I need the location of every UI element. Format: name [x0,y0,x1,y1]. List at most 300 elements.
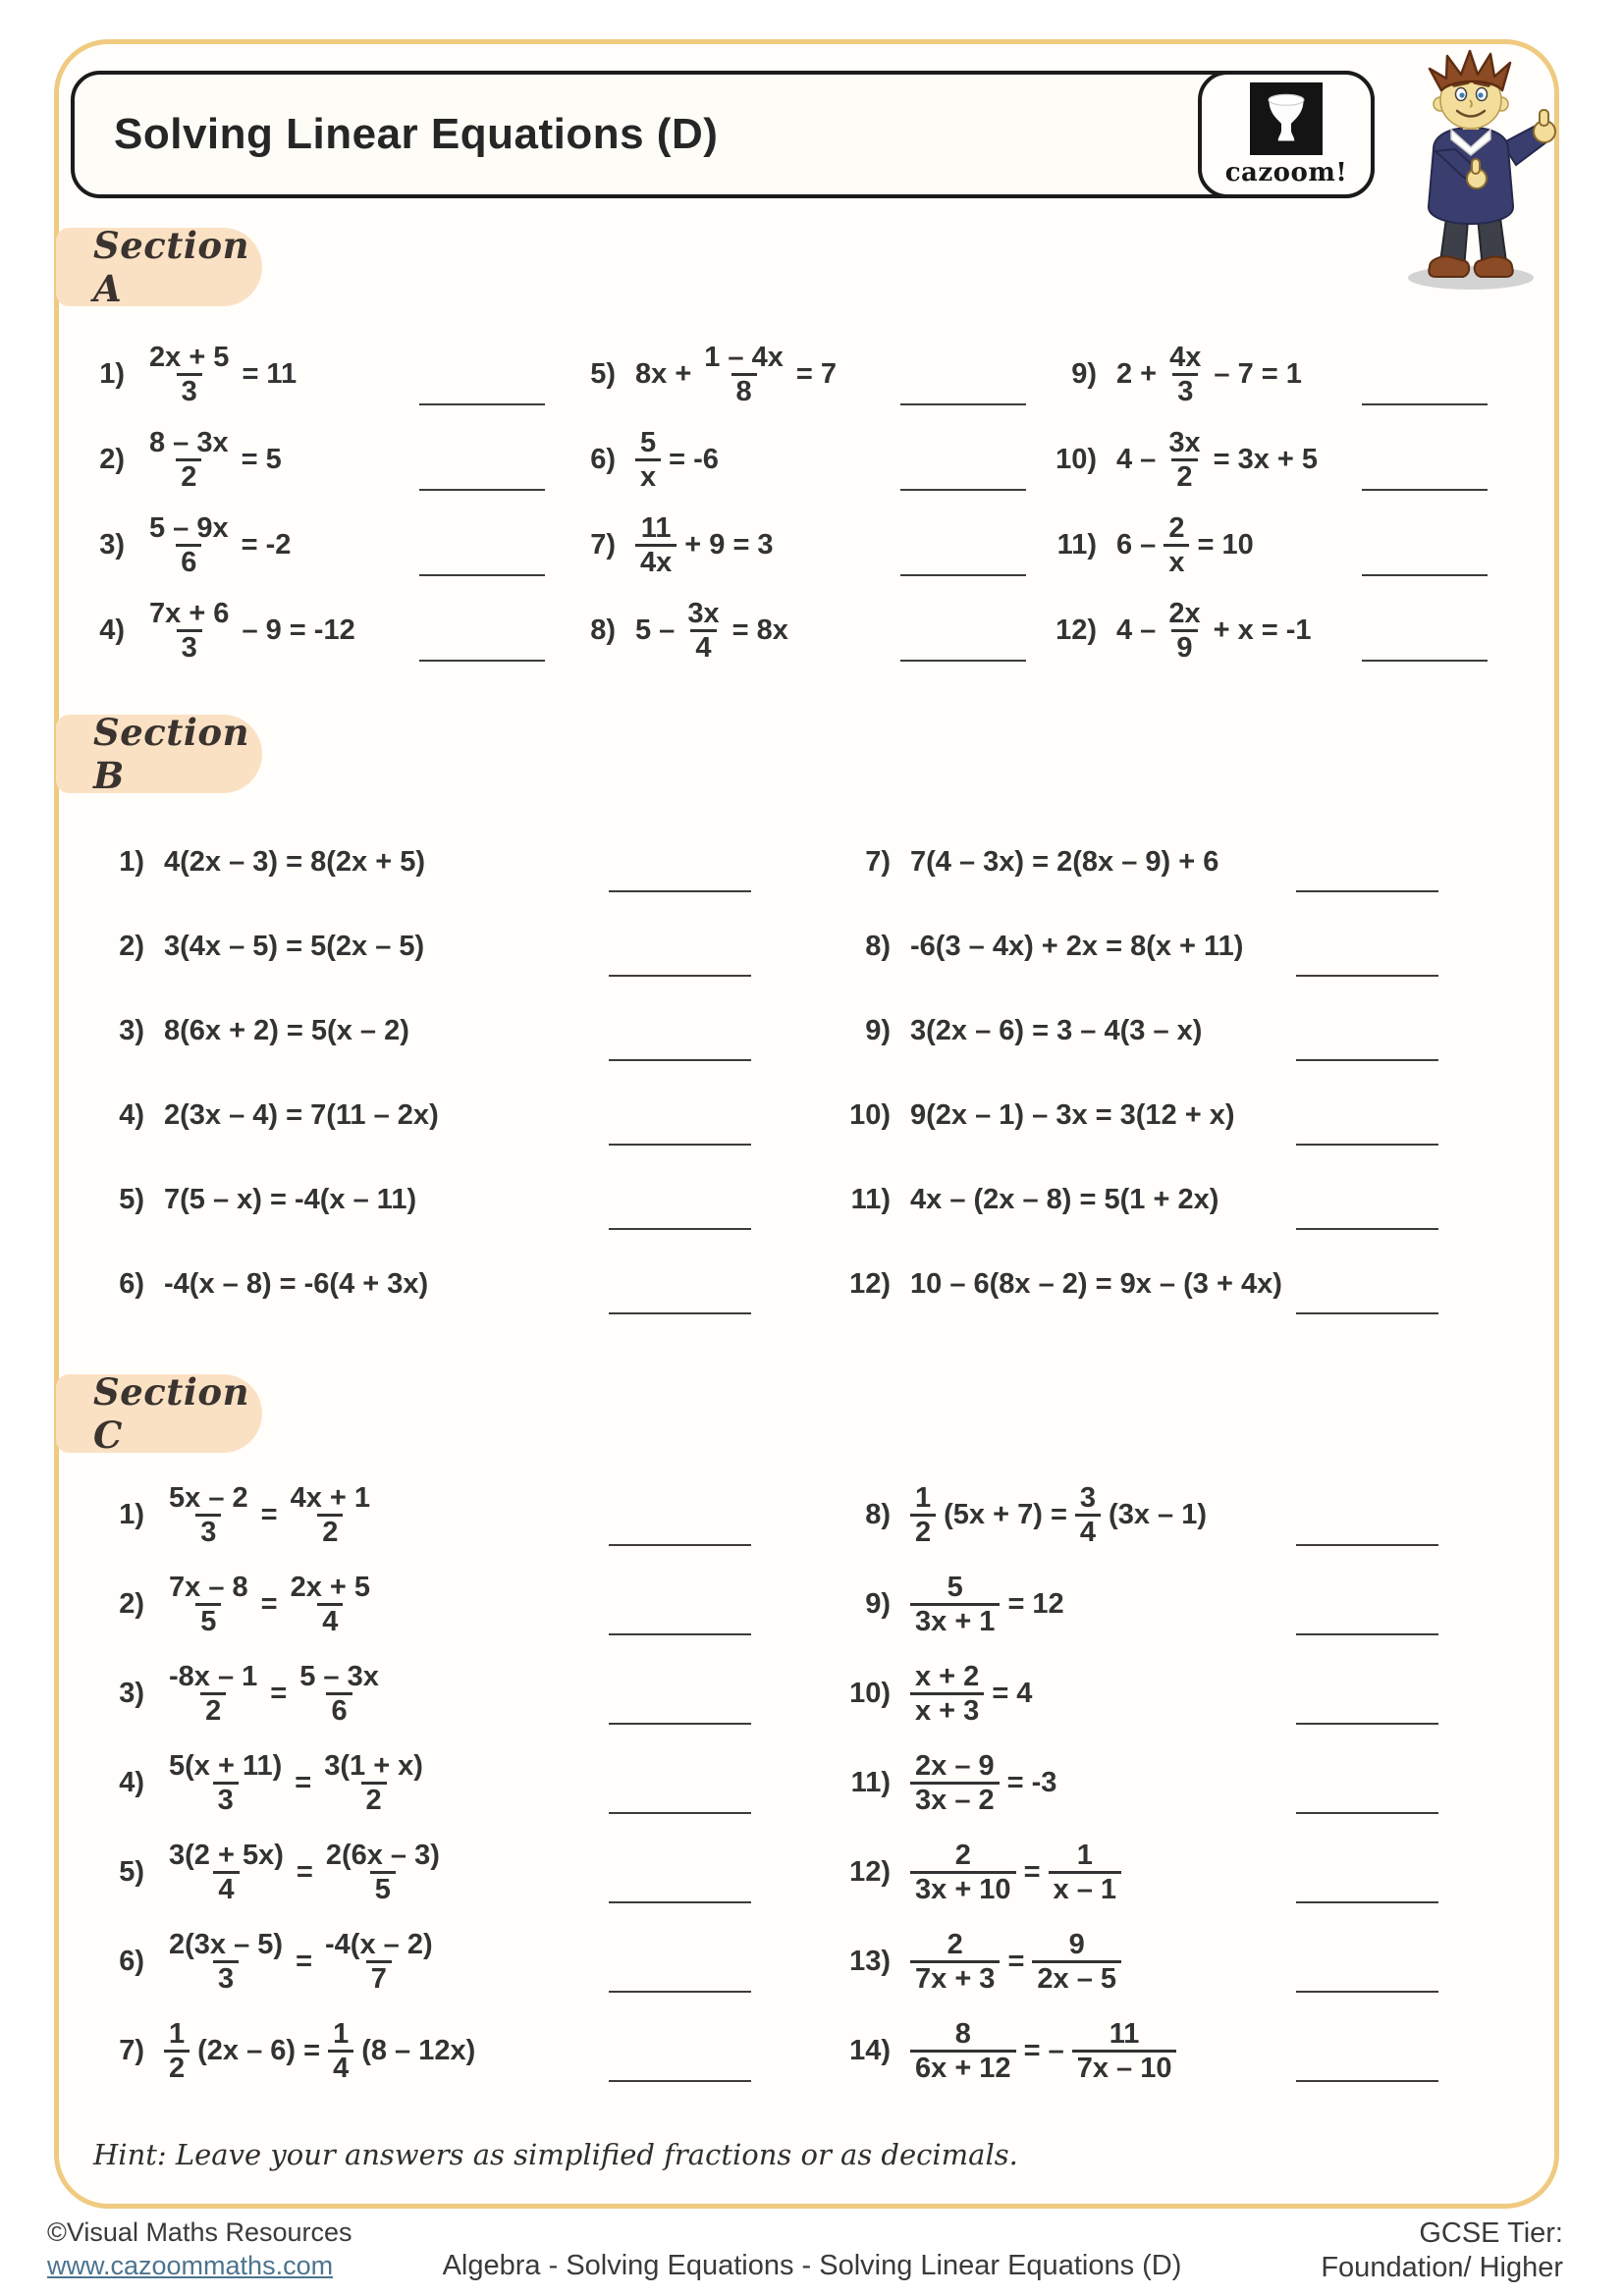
fraction [910,2018,1016,2085]
answer-line[interactable] [1296,1723,1438,1725]
answer-line[interactable] [419,489,545,491]
answer-line[interactable] [609,1723,751,1725]
answer-line[interactable] [419,574,545,576]
fraction [164,1750,287,1817]
problem-number: 14) [849,2035,891,2066]
equation [160,1015,413,1047]
fraction-denominator: 2 [910,1514,936,1548]
equation [906,1929,1125,1996]
equation-text: = [295,1767,312,1798]
equation-text: = [1023,1856,1041,1888]
fraction-denominator: 2 [200,1692,226,1727]
equation [140,427,286,494]
fraction-numerator: 2x [1168,597,1201,629]
problem-row [820,2018,1507,2085]
fraction-numerator: 2(6x – 3) [325,1839,440,1871]
problem-number: 7) [590,529,616,561]
problem-number: 3) [119,1014,144,1046]
answer-line[interactable] [1296,1544,1438,1546]
fraction-numerator: 2 [947,1928,963,1960]
equation-text: 10 – 6(8x – 2) = 9x – (3 + 4x) [910,1267,1282,1300]
fraction [682,598,724,665]
problem-row [565,598,1046,665]
answer-line[interactable] [1296,2080,1438,2082]
equation-text: = 12 [1007,1588,1064,1620]
answer-line[interactable] [1296,1144,1438,1146]
fraction-denominator: 2 [176,458,201,493]
fraction-numerator: 5 – 3x [299,1660,379,1692]
equation-text: + 9 = 3 [684,529,774,561]
answer-line[interactable] [1296,1633,1438,1635]
equation-text: = 3x + 5 [1213,444,1319,475]
fraction-denominator: 4x [635,544,677,578]
problem-row [74,1482,820,1549]
equation [906,1184,1222,1216]
equation-text: = [1007,1946,1025,1977]
problem-row [1046,512,1507,579]
fraction [699,342,788,408]
answer-line[interactable] [1296,1059,1438,1061]
answer-line[interactable] [1296,975,1438,977]
fraction-denominator: 3 [213,1960,239,1995]
website-link[interactable]: www.cazoommaths.com [47,2250,334,2280]
fraction-numerator: 11 [1109,2017,1140,2050]
fraction [910,1482,936,1549]
problem-row [74,2018,820,2085]
problem-number: 9) [865,1588,891,1620]
title-box [71,71,1375,198]
answer-line[interactable] [900,489,1026,491]
fraction [144,512,234,579]
equation [906,846,1222,879]
fraction-numerator: 11 [640,511,672,544]
problem-row [1046,598,1507,665]
fraction [1164,342,1206,408]
problem-row [820,1929,1507,1996]
equation [160,1184,420,1216]
equation-text: 6 – [1116,529,1157,561]
fraction-denominator: x [635,458,661,493]
equation-text: 5 – [635,614,676,646]
fraction-denominator: 4 [690,629,716,664]
problem-number: 4) [119,1767,144,1798]
footer-breadcrumb: Algebra - Solving Equations - Solving Linear Equations (D) [442,2250,1182,2281]
answer-line[interactable] [1362,489,1488,491]
equation-text: = -6 [669,444,719,475]
answer-line[interactable] [1296,1228,1438,1230]
section-b-problems [74,820,1507,1326]
equation [1112,342,1306,408]
fraction [910,1572,1000,1638]
equation [160,1661,388,1728]
problem-row [74,931,820,963]
problem-number: 2) [119,1588,144,1620]
problem-row [820,1015,1507,1047]
equation-text: = -2 [241,529,292,561]
fraction-denominator: x + 3 [910,1692,984,1727]
fraction-denominator: 3 [213,1782,239,1816]
fraction-denominator: 7x + 3 [910,1960,1000,1995]
equation-text: 3(4x – 5) = 5(2x – 5) [164,930,425,962]
fraction-numerator: 5 [947,1571,963,1603]
fraction-denominator: 3x – 2 [910,1782,1000,1816]
answer-line[interactable] [1296,1312,1438,1314]
problem-row [820,846,1507,879]
problem-row [74,1929,820,1996]
answer-line[interactable] [609,1544,751,1546]
problem-row [565,512,1046,579]
gcse-tier-value: Foundation/ Higher [1321,2251,1563,2283]
fraction [164,1482,253,1549]
fraction-denominator: 2 [1171,458,1197,493]
fraction [328,2018,353,2085]
fraction-denominator: x [1164,544,1189,578]
problem-number: 6) [119,1267,144,1300]
fraction-denominator: 3x + 1 [910,1603,1000,1637]
section-a-problems [74,332,1507,673]
fraction-denominator: 3 [177,373,202,407]
problem-row [74,1572,820,1638]
fraction-numerator: 3 [1079,1481,1097,1514]
fraction [144,342,234,408]
fraction [1164,427,1205,494]
equation-text: = [270,1678,288,1709]
fraction [321,1840,445,1906]
problem-number: 10) [1056,444,1097,475]
fraction-denominator: 2 [361,1782,387,1816]
fraction [910,1750,1000,1817]
footer-left [47,2216,352,2283]
equation-text: = -3 [1006,1767,1057,1798]
equation-text: 8(6x + 2) = 5(x – 2) [164,1014,409,1046]
fraction-numerator: 3(2 + 5x) [169,1839,284,1871]
equation-text: – 7 = 1 [1214,358,1302,390]
problem-number: 11) [850,1767,891,1798]
fraction-numerator: 3(1 + x) [324,1749,423,1782]
fraction-denominator: 6x + 12 [910,2050,1016,2084]
problem-row [74,1750,820,1817]
answer-line[interactable] [609,1059,751,1061]
answer-line[interactable] [900,403,1026,405]
equation [140,342,300,408]
fraction-numerator: 2(3x – 5) [169,1928,284,1960]
problem-row [565,427,1046,494]
equation [631,342,840,408]
problem-row [820,1482,1507,1549]
problem-row [1046,427,1507,494]
fraction-numerator: 1 [333,2017,350,2050]
problem-row [820,1099,1507,1132]
equation [906,1268,1286,1301]
problem-number: 4) [119,1098,144,1131]
problem-number: 12) [849,1267,891,1300]
answer-line[interactable] [1296,1812,1438,1814]
answer-line[interactable] [609,1633,751,1635]
answer-line[interactable] [419,660,545,662]
section-b-label: Section B [93,711,250,797]
fraction-numerator: 2x + 5 [149,341,230,373]
fraction-numerator: 5(x + 11) [169,1749,283,1782]
equation-text: = 10 [1197,529,1254,561]
answer-line[interactable] [609,2080,751,2082]
equation-text: 4 – [1116,614,1157,646]
equation-text: = – [1023,2035,1064,2066]
equation [906,1482,1211,1549]
problem-number: 2) [99,444,125,475]
equation [1112,512,1258,579]
equation [906,1661,1036,1728]
fraction-numerator: 5 [640,426,657,458]
fraction-numerator: 3x [1168,426,1201,458]
fraction [164,1661,262,1728]
problem-number: 3) [119,1678,144,1709]
fraction-numerator: 1 [1076,1839,1093,1871]
equation [140,598,359,665]
fraction-numerator: 1 [915,1481,932,1514]
equation [160,1840,449,1906]
equation-text: – 9 = -12 [242,614,355,646]
problem-row [74,1268,820,1301]
answer-line[interactable] [609,1228,751,1230]
equation-text: 9(2x – 1) – 3x = 3(12 + x) [910,1098,1235,1131]
problem-number: 8) [865,1499,891,1530]
fraction [1072,2018,1177,2085]
problem-number: 9) [865,1014,891,1046]
problem-number: 6) [119,1946,144,1977]
equation [906,1572,1068,1638]
fraction-denominator: 6 [326,1692,352,1727]
drum-icon [1250,82,1323,155]
answer-line[interactable] [1296,1991,1438,1993]
problem-number: 5) [590,358,616,390]
equation-text: 7(5 – x) = -4(x – 11) [164,1183,417,1215]
problem-number: 4) [99,614,125,646]
problem-number: 2) [119,930,144,962]
problem-number: 7) [119,2035,144,2066]
problem-number: 10) [849,1678,891,1709]
equation-text: 4 – [1116,444,1157,475]
fraction [1032,1929,1121,1996]
section-c-problems [74,1470,1507,2096]
gcse-tier-label: GCSE Tier: [1419,2217,1563,2249]
section-a-label: Section A [93,224,250,310]
fraction-numerator: 1 – 4x [704,341,784,373]
problem-row [74,342,565,408]
equation [160,846,429,879]
equation-text: = [296,1856,313,1888]
equation [631,512,778,579]
mascot-character [1373,49,1569,294]
fraction [286,1572,375,1638]
problem-number: 1) [119,1499,144,1530]
equation [906,1015,1206,1047]
problem-row [74,598,565,665]
fraction [320,1929,438,1996]
equation-text: 8x + [635,358,692,390]
answer-line[interactable] [1362,403,1488,405]
fraction-denominator: 4 [328,2050,353,2084]
fraction-denominator: 7x – 10 [1072,2050,1177,2084]
answer-line[interactable] [609,890,751,892]
fraction [164,2018,189,2085]
copyright-text: ©Visual Maths Resources [47,2217,352,2247]
problem-row [74,1661,820,1728]
equation-text: = 8x [731,614,788,646]
fraction-denominator: 6 [176,544,201,578]
fraction-numerator: 1 [169,2017,186,2050]
fraction-numerator: 9 [1068,1928,1085,1960]
equation-text: (5x + 7) = [944,1499,1067,1530]
fraction [164,1572,253,1638]
equation [160,931,428,963]
problem-row [565,342,1046,408]
fraction [319,1750,428,1817]
problem-row [820,1572,1507,1638]
problem-row [820,1184,1507,1216]
section-c-header [56,1370,262,1457]
equation [906,1099,1239,1132]
answer-line[interactable] [1362,574,1488,576]
answer-line[interactable] [900,574,1026,576]
problem-number: 10) [849,1098,891,1131]
fraction-denominator: x – 1 [1049,1871,1122,1905]
fraction [286,1482,375,1549]
equation-text: = [296,1946,313,1977]
answer-line[interactable] [1296,890,1438,892]
equation [160,1099,443,1132]
equation-text: = 5 [241,444,282,475]
problem-number: 12) [849,1856,891,1888]
fraction-denominator: 2x – 5 [1032,1960,1121,1995]
answer-line[interactable] [609,1144,751,1146]
section-b-header [56,711,262,797]
problem-row [1046,342,1507,408]
problem-number: 5) [119,1856,144,1888]
fraction-numerator: x + 2 [915,1660,980,1692]
problem-row [74,1840,820,1906]
fraction [1164,598,1205,665]
answer-line[interactable] [609,1901,751,1903]
section-a-header [56,224,262,310]
problem-row [74,1015,820,1047]
cazoom-logo [1198,71,1375,198]
equation [906,931,1247,963]
fraction-numerator: 2 [954,1839,971,1871]
fraction-denominator: 3 [1172,373,1198,407]
fraction-numerator: 3x [687,597,720,629]
fraction [635,427,661,494]
problem-number: 9) [1071,358,1097,390]
equation [906,1840,1125,1906]
answer-line[interactable] [1362,660,1488,662]
fraction-denominator: 5 [195,1603,221,1637]
equation-text: = [260,1499,278,1530]
problem-row [820,931,1507,963]
fraction [164,1840,289,1906]
fraction-numerator: 4x + 1 [290,1481,371,1514]
fraction-numerator: 5 – 9x [149,511,229,544]
equation-text: 4x – (2x – 8) = 5(1 + 2x) [910,1183,1219,1215]
equation-text: (3x – 1) [1109,1499,1207,1530]
fraction-denominator: 2 [317,1514,343,1548]
fraction [910,1929,1000,1996]
equation [1112,427,1322,494]
problem-row [820,1661,1507,1728]
problem-row [74,427,565,494]
fraction-numerator: 7x + 6 [149,597,230,629]
problem-row [74,512,565,579]
equation [906,2018,1180,2085]
answer-line[interactable] [609,1812,751,1814]
equation [906,1750,1060,1817]
fraction-denominator: 4 [213,1871,239,1905]
problem-row [820,1268,1507,1301]
equation-text: 4(2x – 3) = 8(2x + 5) [164,845,425,878]
fraction-numerator: -8x – 1 [169,1660,258,1692]
footer-right [1321,2216,1563,2285]
answer-line[interactable] [900,660,1026,662]
answer-line[interactable] [609,1991,751,1993]
equation-text: (2x – 6) = [197,2035,321,2066]
problem-number: 11) [850,1183,891,1215]
fraction [144,598,234,665]
fraction-denominator: 3x + 10 [910,1871,1016,1905]
problem-number: 3) [99,529,125,561]
fraction-denominator: 4 [1075,1514,1101,1548]
page-title: Solving Linear Equations (D) [114,110,719,158]
fraction-denominator: 3 [195,1514,221,1548]
answer-line[interactable] [1296,1901,1438,1903]
problem-number: 8) [590,614,616,646]
answer-line[interactable] [609,975,751,977]
equation-text: = 7 [795,358,838,390]
answer-line[interactable] [609,1312,751,1314]
equation-text: -4(x – 8) = -6(4 + 3x) [164,1267,429,1300]
cazoom-logo-text: cazoom! [1224,157,1348,187]
equation [160,1268,432,1301]
fraction-numerator: 2x – 9 [915,1749,995,1782]
fraction [1049,1840,1122,1906]
problem-row [820,1750,1507,1817]
fraction-numerator: 8 [954,2017,971,2050]
equation-text: = 4 [992,1678,1033,1709]
fraction [910,1661,984,1728]
equation [140,512,295,579]
equation [631,598,792,665]
problem-number: 7) [865,845,891,878]
answer-line[interactable] [419,403,545,405]
equation [1112,598,1316,665]
fraction-numerator: 2x + 5 [290,1571,371,1603]
equation-text: + x = -1 [1213,614,1312,646]
fraction-numerator: 4x [1169,341,1202,373]
equation-text: -6(3 – 4x) + 2x = 8(x + 11) [910,930,1244,962]
equation-text: = 11 [242,358,298,390]
fraction-denominator: 8 [731,373,757,407]
fraction-denominator: 9 [1171,629,1197,664]
problem-row [74,1184,820,1216]
fraction-denominator: 2 [164,2050,189,2084]
fraction-numerator: 5x – 2 [169,1481,248,1514]
fraction-denominator: 7 [366,1960,392,1995]
equation [160,1750,432,1817]
fraction [295,1661,384,1728]
equation [160,1929,442,1996]
problem-number: 8) [865,930,891,962]
problem-number: 12) [1056,614,1097,646]
fraction-denominator: 4 [317,1603,343,1637]
fraction-numerator: 8 – 3x [149,426,229,458]
